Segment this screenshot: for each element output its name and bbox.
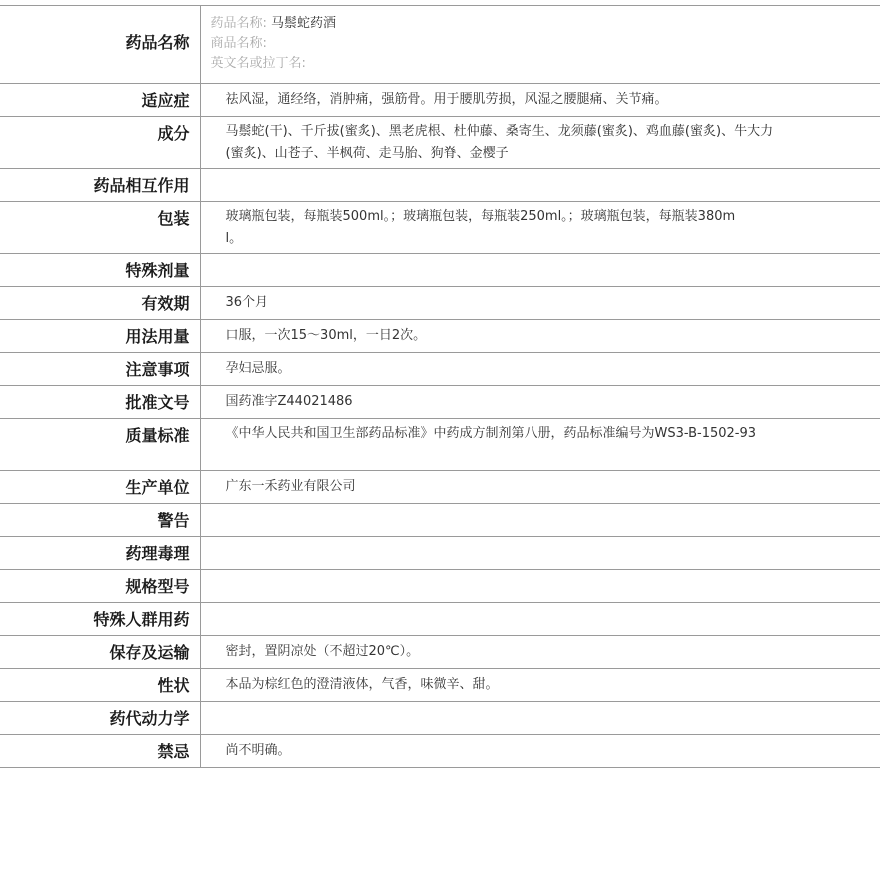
indications-text: 祛风湿，通经络，消肿痛，强筋骨。用于腰肌劳损，风湿之腰腿痛、关节痛。 (225, 92, 668, 107)
english-name-label: 英文名或拉丁名: (210, 56, 306, 71)
table-row-storage (0, 636, 880, 669)
generic-name-line (211, 14, 880, 34)
row-label-storage: 保存及运输 (0, 636, 200, 669)
row-label-special-dosage: 特殊剂量 (0, 254, 200, 287)
table-row-pharmacokinetics (0, 702, 880, 735)
table-row-drug-name (0, 6, 880, 84)
row-label-indications: 适应症 (0, 84, 200, 117)
row-value-precautions: 孕妇忌服。 (200, 353, 880, 386)
row-value-ingredients (200, 117, 880, 169)
row-value-manufacturer: 广东一禾药业有限公司 (200, 471, 880, 504)
row-label-warning: 警告 (0, 504, 200, 537)
row-label-contraindications: 禁忌 (0, 735, 200, 768)
row-label-dosage: 用法用量 (0, 320, 200, 353)
trade-name-label: 商品名称: (210, 36, 267, 51)
table-row-dosage (0, 320, 880, 353)
table-row-special-populations (0, 603, 880, 636)
table-row-pharmacology (0, 537, 880, 570)
table-row-special-dosage (0, 254, 880, 287)
row-value-quality-standard (200, 419, 880, 471)
row-value-storage: 密封，置阴凉处（不超过20℃）。 (200, 636, 880, 669)
row-value-description: 本品为棕红色的澄清液体，气香，味微辛、甜。 (200, 669, 880, 702)
row-value-warning (200, 504, 880, 537)
table-row-description (0, 669, 880, 702)
quality-standard-text: 《中华人民共和国卫生部药品标准》中药成方制剂第八册，药品标准编号为WS3-B-1502-93 (225, 426, 757, 441)
row-value-pharmacokinetics (200, 702, 880, 735)
row-label-ingredients: 成分 (0, 117, 200, 169)
row-label-precautions: 注意事项 (0, 353, 200, 386)
generic-name-value: 马鬃蛇药酒 (271, 16, 337, 31)
name-block (200, 6, 880, 84)
english-name-line (211, 54, 880, 74)
row-value-approval-number: 国药准字Z44021486 (200, 386, 880, 419)
row-label-shelf-life: 有效期 (0, 287, 200, 320)
row-label-packaging: 包装 (0, 202, 200, 254)
table-row-specification (0, 570, 880, 603)
row-label-drug-name: 药品名称 (0, 6, 200, 84)
trade-name-line (211, 34, 880, 54)
row-value-specification (200, 570, 880, 603)
row-label-description: 性状 (0, 669, 200, 702)
row-label-interactions: 药品相互作用 (0, 169, 200, 202)
table-row-ingredients (0, 117, 880, 169)
generic-name-label: 药品名称: (210, 16, 267, 31)
row-label-approval-number: 批准文号 (0, 386, 200, 419)
table-row-warning (0, 504, 880, 537)
row-label-special-populations: 特殊人群用药 (0, 603, 200, 636)
row-value-special-dosage (200, 254, 880, 287)
drug-info-table (0, 5, 880, 768)
row-label-pharmacokinetics: 药代动力学 (0, 702, 200, 735)
row-label-manufacturer: 生产单位 (0, 471, 200, 504)
table-row-interactions (0, 169, 880, 202)
ingredients-text: 马鬃蛇(干)、千斤拔(蜜炙)、黑老虎根、杜仲藤、桑寄生、龙须藤(蜜炙)、鸡血藤(蜜炙)、牛大力(蜜炙)、山苍子、半枫荷、走马胎、狗脊、金樱子 (225, 124, 774, 161)
row-value-interactions (200, 169, 880, 202)
table-row-packaging (0, 202, 880, 254)
table-row-contraindications (0, 735, 880, 768)
row-value-dosage: 口服，一次15～30ml，一日2次。 (200, 320, 880, 353)
row-value-special-populations (200, 603, 880, 636)
row-label-specification: 规格型号 (0, 570, 200, 603)
row-value-indications (200, 84, 880, 117)
row-value-contraindications: 尚不明确。 (200, 735, 880, 768)
row-label-pharmacology: 药理毒理 (0, 537, 200, 570)
table-row-shelf-life (0, 287, 880, 320)
row-value-pharmacology (200, 537, 880, 570)
row-label-quality-standard: 质量标准 (0, 419, 200, 471)
table-row-indications (0, 84, 880, 117)
row-value-packaging (200, 202, 880, 254)
table-row-manufacturer (0, 471, 880, 504)
table-row-quality-standard (0, 419, 880, 471)
row-value-shelf-life: 36个月 (200, 287, 880, 320)
packaging-text: 玻璃瓶包装，每瓶装500ml。；玻璃瓶包装，每瓶装250ml。；玻璃瓶包装，每瓶装380ml。 (225, 209, 736, 246)
table-row-approval-number (0, 386, 880, 419)
table-row-precautions (0, 353, 880, 386)
